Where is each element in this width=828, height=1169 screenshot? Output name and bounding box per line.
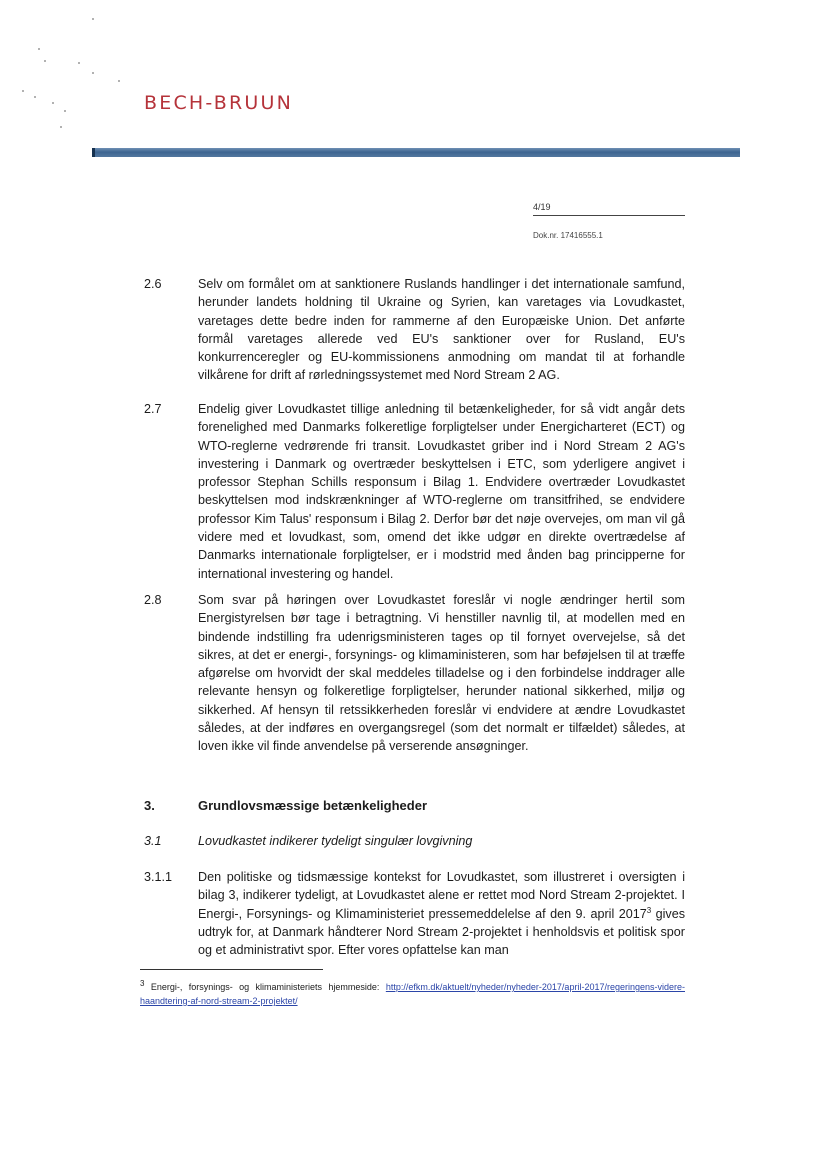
paragraph-text-start: Den politiske og tidsmæssige kontekst for Lovudkastet, som illustreret i oversigten i bilag 3, indikerer tydeligt, at Lovudkastet alene er rettet mod Nord Stream 2-projektet. I Energi-, Forsynings- og Klimaministeriet pressemeddelelse af den 9. april 2017 (198, 870, 685, 921)
subsection-number: 3.1 (144, 834, 162, 848)
paragraph-text: Som svar på høringen over Lovudkastet foreslår vi nogle ændringer hertil som Energistyrelsen bør tage i betragtning. Vi henstiller navnlig til, at modellen med en bindende indstilling fra udenrigsministeren tages op til fornyet overvejelse, så det sikres, at det er energi-, forsynings- og klimaministeren, som har beføjelsen til at træffe afgørelse om hvorvidt der skal meddeles tilladelse og i den forbindelse inddrager alle relevante hensyn og folkeretlige forpligtelser, herunder national sikkerhed, miljø og sikkerhed. Af hensyn til retssikkerheden foreslår vi endvidere at ændre Lovudkastet således, at der indføres en overgangsregel (som det normalt er tilfældet) således, at loven ikke vil finde anvendelse på verserende ansøgninger. (198, 593, 685, 754)
paragraph-number: 2.6 (144, 277, 162, 291)
footnote-rule (140, 969, 323, 970)
paragraph-text-end: gives udtryk for, at Danmark håndterer Nord Stream 2-projektet i henholdsvis et politisk spor og et administrativt spor. Efter vores opfattelse kan man (198, 906, 686, 958)
paragraph-3-1-1 (144, 868, 685, 959)
header-rule (92, 148, 740, 157)
paragraph-text: Selv om formålet om at sanktionere Ruslands handlinger i det internationale samfund, herunder landets holdning til Ukraine og Syrien, kan varetages via Lovudkastet, varetages dette bedre inden for rammerne af den Europæiske Union. Det anførte formål varetages allerede ved EU's sanktioner over for Rusland, EU's konkurrenceregler og EU-kommissionens anmodning om mandat til at forhandle vilkårene for drift af rørledningssystemet med Nord Stream 2 AG. (198, 277, 685, 383)
page-number: 4/19 (533, 202, 551, 212)
section-number: 3. (144, 798, 155, 813)
footnote-text: Energi-, forsynings- og klimaministeriets hjemmeside: (150, 982, 386, 992)
page-number-rule (533, 215, 685, 216)
footnote-link[interactable]: http://efkm.dk/aktuelt/nyheder/nyheder-2017/april-2017/regeringens-videre-haandtering-af-nord-stream-2-projektet/ (140, 982, 685, 1006)
paragraph-number: 3.1.1 (144, 870, 173, 884)
paragraph-number: 2.7 (144, 402, 162, 416)
section-title: Grundlovsmæssige betænkeligheder (198, 798, 428, 813)
paragraph-2-8 (144, 591, 685, 756)
section-heading-3 (144, 798, 427, 813)
company-logo: BECH-BRUUN (144, 92, 294, 114)
subsection-title: Lovudkastet indikerer tydeligt singulær lovgivning (198, 834, 473, 848)
section-heading-3-1 (144, 834, 472, 848)
paragraph-text: Endelig giver Lovudkastet tillige anledning til betænkeligheder, for så vidt angår dets forenelighed med Danmarks folkeretlige forpligtelser under Energicharteret (ECT) og WTO-reglerne vedrørende fri transit. Lovudkastet griber ind i Nord Stream 2 AG's investering i Danmark og overtræder beskyttelsen i ETC, som yderligere angivet i professor Stephan Schills responsum i Bilag 1. Endvidere overtræder Lovudkastet beskyttelsen mod indskrænkninger af WTO-reglerne om transitfrihed, se endvidere professor Kim Talus' responsum i Bilag 2. Derfor bør det nøje overvejes, om man vil gå videre med et lovudkast, som, omend det ikke udgør en direkte overtrædelse af Danmarks internationale forpligtelser, er i modstrid med ånden bag principperne for international investering og handel. (198, 402, 685, 581)
document-number: Dok.nr. 17416555.1 (533, 231, 603, 240)
footnote-number: 3 (140, 979, 145, 988)
paragraph-2-6 (144, 275, 685, 385)
footnote-reference[interactable]: 3 (646, 905, 652, 915)
footnote (140, 980, 685, 1008)
paragraph-number: 2.8 (144, 593, 162, 607)
paragraph-text (198, 868, 685, 959)
paragraph-2-7 (144, 400, 685, 583)
